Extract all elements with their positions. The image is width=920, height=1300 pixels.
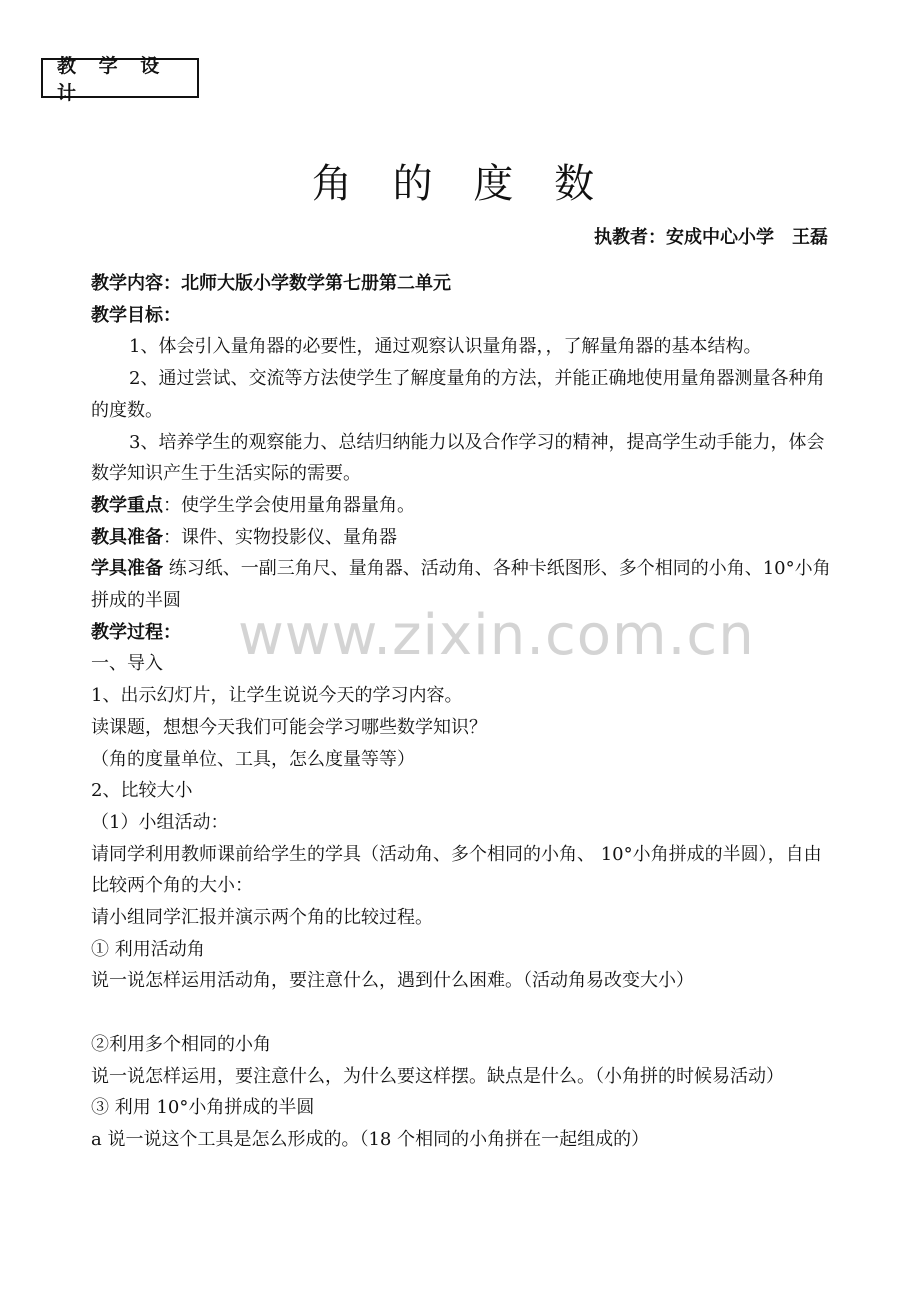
author-line: 执教者：安成中心小学 王磊 [594, 227, 828, 248]
process-label: 教学过程： [91, 621, 181, 643]
student-tools-value: 练习纸、一副三角尺、量角器、活动角、各种卡纸图形、多个相同的小角、10°小角拼成的半圆 [91, 558, 831, 612]
process-line: （1）小组活动： [91, 811, 229, 833]
process-line: 1、出示幻灯片，让学生说说今天的学习内容。 [91, 685, 463, 707]
key-label: 教学重点 [91, 494, 163, 516]
content-value: 北师大版小学数学第七册第二单元 [181, 273, 451, 294]
process-line: 请同学利用教师课前给学生的学具（活动角、多个相同的小角、 10°小角拼成的半圆），自由比较两个角的大小： [91, 843, 822, 897]
tools-row [91, 522, 831, 554]
document-body [91, 268, 831, 1156]
student-tools-row [91, 553, 831, 616]
objectives-label: 教学目标： [91, 304, 181, 326]
process-line: （角的度量单位、工具，怎么度量等等） [91, 748, 415, 770]
process-line: ① 利用活动角 [91, 938, 205, 960]
key-value: ：使学生学会使用量角器量角。 [163, 494, 415, 516]
process-line: ②利用多个相同的小角 [91, 1033, 271, 1055]
process-line: 一、导入 [91, 653, 163, 675]
content-row [91, 268, 831, 300]
process-line: a 说一说这个工具是怎么形成的。（18 个相同的小角拼在一起组成的） [91, 1128, 650, 1150]
process-line: 请小组同学汇报并演示两个角的比较过程。 [91, 907, 433, 929]
process-line: 说一说怎样运用，要注意什么，为什么要这样摆。缺点是什么。（小角拼的时候易活动） [91, 1065, 784, 1087]
process-line: 说一说怎样运用活动角，要注意什么，遇到什么困难。（活动角易改变大小） [91, 970, 694, 992]
tools-value: ：课件、实物投影仪、量角器 [163, 526, 397, 548]
key-row [91, 490, 831, 522]
section-label-box [41, 55, 199, 104]
student-tools-label: 学具准备 [91, 558, 163, 580]
process-line: ③ 利用 10°小角拼成的半圆 [91, 1097, 315, 1119]
section-label: 教 学 设 计 [57, 55, 168, 104]
content-label: 教学内容： [91, 273, 181, 294]
objective-item: 3、培养学生的观察能力、总结归纳能力以及合作学习的精神，提高学生动手能力，体会数学知识产生于生活实际的需要。 [91, 431, 825, 485]
blank-line [91, 997, 831, 1029]
process-line: 2、比较大小 [91, 780, 193, 802]
page-title: 角 的 度 数 [311, 161, 609, 207]
objective-item: 2、通过尝试、交流等方法使学生了解度量角的方法，并能正确地使用量角器测量各种角的度数。 [91, 368, 825, 421]
watermark: www.zixin.com.cn [238, 603, 755, 668]
tools-label: 教具准备 [91, 526, 163, 548]
objective-item: 1、体会引入量角器的必要性，通过观察认识量角器，，了解量角器的基本结构。 [129, 336, 762, 358]
process-line: 读课题，想想今天我们可能会学习哪些数学知识？ [91, 716, 487, 738]
